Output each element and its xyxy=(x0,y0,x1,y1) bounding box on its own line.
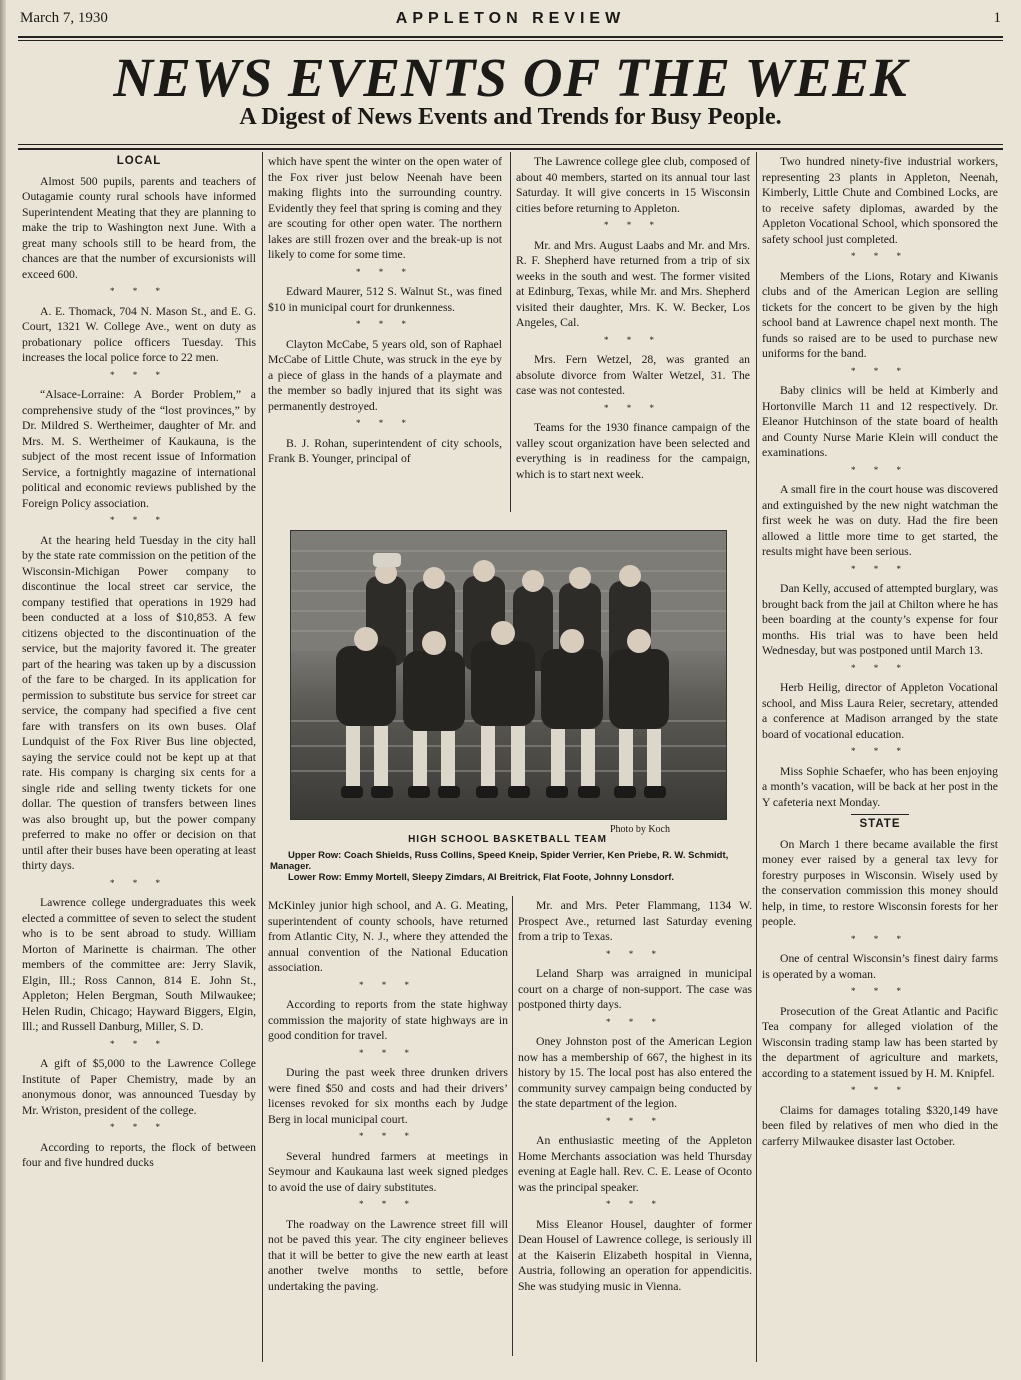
article: Dan Kelly, accused of attempted burglary, was brought back from the jail at Chilton where he has been boarding at the county’s expense for four months. His trial was to have been held Wednesday, but was postponed until March 13. xyxy=(762,582,998,657)
headline-rule xyxy=(18,148,1003,150)
caption-upper-row: Upper Row: Coach Shields, Russ Collins, Speed Kneip, Spider Verrier, Ken Priebe, R. W. Schmidt, Manager. xyxy=(270,850,729,872)
article: A. E. Thomack, 704 N. Mason St., and E. G. Court, 1321 W. College Ave., went on duty as probationary police officers Tuesday. This increases the local police force to 22 men. xyxy=(22,304,256,364)
column-two-top xyxy=(268,154,502,520)
section-heading-state: STATE xyxy=(859,818,901,830)
page-binding-edge xyxy=(0,0,6,1380)
article: A small fire in the court house was discovered and extinguished by the new night watchman the first week he was on duty. Had the fire been allowed a little more time to get started, the results might have been serious. xyxy=(762,483,998,558)
separator-stars: * * * xyxy=(110,515,168,525)
separator-stars: * * * xyxy=(359,979,417,990)
article: Miss Eleanor Housel, daughter of former Dean Housel of Lawrence college, is seriously ill at the Kaiserin Elizabeth hospital in Vienna, Austria, following an operation for appendicitis. She was studying music in Vienna. xyxy=(518,1217,752,1293)
separator-stars: * * * xyxy=(359,1131,417,1141)
article: Leland Sharp was arraigned in municipal court on a charge of non-support. The case was postponed thirty days. xyxy=(518,967,752,1011)
column-three-top xyxy=(516,154,750,520)
article: Teams for the 1930 finance campaign of the valley scout organization have been selected and everything is in readiness for the campaign, which is to start next week. xyxy=(516,421,750,481)
separator-stars: * * * xyxy=(110,369,168,380)
separator-stars: * * * xyxy=(851,365,909,376)
separator-stars: * * * xyxy=(604,220,662,230)
header-rule-thin xyxy=(18,40,1003,41)
column-two-bottom xyxy=(268,898,508,1366)
article: On March 1 there became available the first money ever raised by a general tax levy for forestry purposes in Wisconsin. Wisely used by the conservation commission this money should help, in time, to restore Wisconsin forests for her people. xyxy=(762,837,998,928)
headline-rule-thin xyxy=(18,144,1003,145)
article: A gift of $5,000 to the Lawrence College Institute of Paper Chemistry, made by an anonymous donor, was announced Tuesday by Mr. Wriston, president of the college. xyxy=(22,1057,256,1117)
separator-stars: * * * xyxy=(359,1199,417,1209)
article: According to reports from the state highway commission the majority of state highways are in good condition for travel. xyxy=(268,998,508,1042)
separator-stars: * * * xyxy=(604,402,662,413)
article: which have spent the winter on the open water of the Fox river just below Neenah have been making flights into the surrounding country. Evidently they feel that spring is coming and they are scouting for other open water. The northern lakes are still frozen over and the break-up is not likely to come for some time. xyxy=(268,155,502,261)
basketball-team-photo xyxy=(290,530,727,820)
separator-stars: * * * xyxy=(356,418,414,428)
article: During the past week three drunken drivers were fined $50 and costs and had their drivers’ licenses revoked for six months each by Judge Berg in local municipal court. xyxy=(268,1066,508,1126)
separator-stars: * * * xyxy=(110,1122,168,1132)
article: Several hundred farmers at meetings in Seymour and Kaukauna last week signed pledges to avoid the use of dairy substitutes. xyxy=(268,1149,508,1194)
separator-stars: * * * xyxy=(606,1016,664,1027)
article: Herb Heilig, director of Appleton Vocational school, and Miss Laura Reier, secretary, attended a conference at Madison arranged by the state board of vocational education. xyxy=(762,681,998,741)
team-photo-illustration xyxy=(291,531,726,819)
article: Mrs. Fern Wetzel, 28, was granted an absolute divorce from Walter Wetzel, 31. The case was not contested. xyxy=(516,353,750,397)
separator-stars: * * * xyxy=(356,319,414,329)
column-divider xyxy=(512,896,513,1356)
article: The roadway on the Lawrence street fill will not be paved this year. The city engineer believes that it will be better to give the new earth at least another twelve months to settle, before undertaking the paving. xyxy=(268,1217,508,1293)
separator-stars: * * * xyxy=(851,662,909,673)
article: Mr. and Mrs. Peter Flammang, 1134 W. Prospect Ave., returned last Saturday evening from a trip to Texas. xyxy=(518,899,752,943)
article: Lawrence college undergraduates this week elected a committee of seven to select the student who is to be sent abroad to study. William Morton of Marinette is chairman. The other members of the committee are: Jerry Slavik, Elgin, Ill.; Ross Cannon, 814 E. John St., Appleton; Helen Bergman, South Milwaukee; Helen Rudin, Chicago; Hayward Biggers, Elgin, Ill.; and Russell Danburg, Miller, S. D. xyxy=(22,896,256,1033)
article: One of central Wisconsin’s finest dairy farms is operated by a woman. xyxy=(762,952,998,981)
article: Edward Maurer, 512 S. Walnut St., was fined $10 in municipal court for drunkenness. xyxy=(268,285,502,314)
column-divider xyxy=(262,152,263,1362)
section-heading-local: LOCAL xyxy=(116,155,162,167)
article: Almost 500 pupils, parents and teachers of Outagamie county rural schools have informed Superintendent Meating that they are planning to make the trip to Washington next June. With a great many schools still to be heard from, the chances are that the number of excursionists will exceed 600. xyxy=(22,174,256,281)
separator-stars: * * * xyxy=(604,334,662,345)
article: At the hearing held Tuesday in the city hall by the state rate commission on the petition of the Wisconsin-Michigan Power company to discontinue the local street car service, the company testified that operations in 1929 had been conducted at a loss of $10,853. A few citizens objected to the discontinuation of the service, but the majority favored it. The greater part of the hearing was taken up by a discussion of the fare to be charged. In its application for permission to substitute bus service for street car service, the company had specified a five cent fare with transfers on its own buses. Olaf Lundquist of the Fox River Bus line objected, saying the service could not be kept up at that rate. His company is charging six cents for a single ride and selling twenty tickets for one dollar. The question of transfers between lines was also brought up, but the power company preferred to make no offer or decision on that until after their buses have been operating at least thirty days. xyxy=(22,533,256,872)
photo-credit: Photo by Koch xyxy=(610,824,670,835)
separator-stars: * * * xyxy=(110,877,168,888)
column-divider xyxy=(756,152,757,1362)
article: The Lawrence college glee club, composed of about 40 members, started on its annual tour last Saturday. It will give concerts in 15 Wisconsin cities before returning to Appleton. xyxy=(516,155,750,215)
article: Baby clinics will be held at Kimberly and Hortonville March 11 and 12 respectively. Dr. Eleanor Hutchinson of the state board of health and County Nurse Marie Klein will conduct the examinations. xyxy=(762,384,998,459)
separator-stars: * * * xyxy=(110,286,168,296)
article: An enthusiastic meeting of the Appleton Home Merchants association was held Thursday evening at Eagle hall. Rev. C. E. Lease of Oconto was the principal speaker. xyxy=(518,1134,752,1194)
article: Members of the Lions, Rotary and Kiwanis clubs and of the American Legion are selling tickets for the concert to be given by the high school band at Lawrence chapel next month. The funds so raised are to be used to purchase new uniforms for the band. xyxy=(762,269,998,360)
caption-lower-row: Lower Row: Emmy Mortell, Sleepy Zimdars, Al Breitrick, Flat Foote, Johnny Lonsdorf. xyxy=(288,872,675,883)
publication-name: APPLETON REVIEW xyxy=(395,10,626,27)
separator-stars: * * * xyxy=(851,986,909,996)
column-four xyxy=(762,154,998,1366)
column-local xyxy=(22,154,256,1366)
issue-date: March 7, 1930 xyxy=(20,10,108,26)
article: Oney Johnston post of the American Legion now has a membership of 667, the highest in its history by 15. The local post has also entered the community survey campaign being conducted by the state department of the legion. xyxy=(518,1035,752,1110)
state-heading-rule xyxy=(851,814,909,815)
photo-caption xyxy=(270,850,755,883)
running-header xyxy=(20,10,1001,34)
separator-stars: * * * xyxy=(851,746,909,756)
separator-stars: * * * xyxy=(851,464,909,475)
separator-stars: * * * xyxy=(851,563,909,574)
photo-title: HIGH SCHOOL BASKETBALL TEAM xyxy=(408,834,607,845)
separator-stars: * * * xyxy=(606,948,664,959)
column-divider xyxy=(510,152,511,512)
separator-stars: * * * xyxy=(606,1199,664,1209)
separator-stars: * * * xyxy=(851,1085,909,1095)
article: Two hundred ninety-five industrial workers, representing 23 plants in Appleton, Neenah, Kimberly, Little Chute and Combined Locks, are to receive safety diplomas, awarded by the Appleton Vocational School, which sponsored the safety school just completed. xyxy=(762,155,998,246)
article: According to reports, the flock of between four and five hundred ducks xyxy=(22,1140,256,1169)
article: B. J. Rohan, superintendent of city schools, Frank B. Younger, principal of xyxy=(268,436,502,465)
header-rule xyxy=(18,36,1003,38)
separator-stars: * * * xyxy=(356,266,414,277)
separator-stars: * * * xyxy=(606,1115,664,1126)
page-subhead: A Digest of News Events and Trends for Busy People. xyxy=(239,104,782,130)
page-headline: NEWS EVENTS OF THE WEEK xyxy=(113,47,908,108)
article: Miss Sophie Schaefer, who has been enjoying a month’s vacation, will be back at her post in the Y cafeteria next Monday. xyxy=(762,764,998,809)
page-number: 1 xyxy=(993,10,1001,26)
separator-stars: * * * xyxy=(851,251,909,261)
article: Clayton McCabe, 5 years old, son of Raphael McCabe of Little Chute, was struck in the eye by a piece of glass in the hands of a playmate and the member so badly injured that its sight was permanently destroyed. xyxy=(268,337,502,413)
column-three-bottom xyxy=(518,898,752,1366)
separator-stars: * * * xyxy=(851,933,909,944)
article: Mr. and Mrs. August Laabs and Mr. and Mrs. R. F. Shepherd have returned from a trip of six weeks in the south and west. The former visited at Edinburg, Texas, while Mr. and Mrs. Shepherd visited their daughter, Mrs. K. W. Becker, Los Angeles, Cal. xyxy=(516,238,750,329)
article: Prosecution of the Great Atlantic and Pacific Tea company for alleged violation of the Wisconsin trading stamp law has been started by the department of agriculture and markets, according to a statement issued by H. M. Knipfel. xyxy=(762,1004,998,1080)
article: Claims for damages totaling $320,149 have been filed by relatives of men who died in the carferry Milwaukee disaster last October. xyxy=(762,1103,998,1148)
article: McKinley junior high school, and A. G. Meating, superintendent of county schools, have returned from Atlantic City, N. J., where they attended the annual convention of the National Education association. xyxy=(268,899,508,974)
separator-stars: * * * xyxy=(359,1047,417,1058)
separator-stars: * * * xyxy=(110,1038,168,1049)
article: “Alsace-Lorraine: A Border Problem,” a comprehensive study of the “lost provinces,” by Dr. Mildred S. Wertheimer, daughter of Mr. and Mrs. M. S. Wertheimer of Kaukauna, is the subject of the most recent issue of Information Service, a fortnightly magazine of international political and economic reviews published by the Foreign Policy association. xyxy=(22,388,256,510)
